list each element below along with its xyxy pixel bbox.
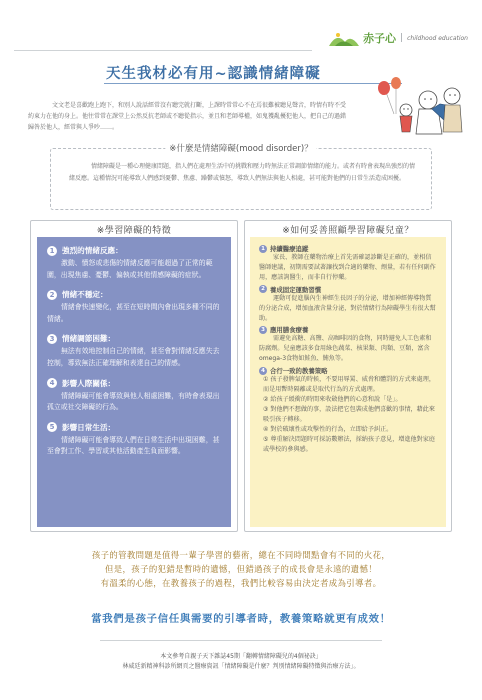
number-badge: 3 [259,326,267,334]
reference-line: 本文參考自親子天下雜誌45期「翻轉情緒障礙兒的4個祕訣」 [160,653,322,660]
references [0,652,482,672]
logo-tagline: childhood education [407,34,468,42]
page-title: 天生我材必有用~認識情緒障礙 [106,66,321,82]
strategy-title: 持續醫療追蹤 [270,245,309,253]
strategy-sublist [259,375,437,454]
trait-item [47,245,221,281]
strategy-title: 合行一致的教養策略 [270,367,328,376]
intro-paragraph: 文文老是喜歡跑上跑下，和別人說話經常沒有聽完就打斷，上課時常常心不在焉很難被聽見聲音，時情有時不受約東力在他的身上。他往常常在課堂上公然反抗老師或不聽從指示，並且和老師導權，如鬼獲亂擾犯他人，把自己的過錯歸咎於他人，經常與人爭吵……。 [28,102,347,131]
number-badge: 2 [259,285,267,293]
list-item: ③ 對他們不想做的事，設法把它包裝成他們喜歡的事情，藉此來吸引孩子轉移。 [263,405,435,423]
trait-title: 情緒調節困難： [62,334,116,344]
header-rule [14,50,312,51]
strategy-item [259,244,437,283]
list-item: ② 給孩子緩衝的時間來收斂他們的心意和說「是」。 [263,395,402,403]
care-heading: ※如何妥善照顧學習障礙兒童？ [282,226,414,236]
trait-item [47,422,221,458]
care-section [244,220,452,532]
number-badge: 1 [47,246,57,256]
definition-title: ※什麼是情緒障礙(mood disorder)？ [165,142,316,154]
strategy-item [259,366,437,454]
logo-name: 赤子心 [363,32,397,45]
number-badge: 1 [259,245,267,253]
trait-body: 情緒障礙可能會導致人們在日常生活中出現困難，甚至會對工作、學習或其他活動產生負面影響。 [47,435,220,456]
closing-line: 孩子的管教問題是值得一輩子學習的藝術，總在不同時間點會有不同的火花， [91,550,391,560]
strategy-body: 家長、教師在藥物治療上首先需確認診斷是正確的，並相信醫師建議，初期需要試著讓找到合適的藥物、劑量，若有任何副作用，應該詢醫生，而非自行停藥。 [259,254,436,281]
care-panel [250,237,446,527]
strategy-title: 應用膳食療養 [270,326,309,335]
traits-panel [37,237,231,527]
number-badge: 2 [47,290,57,300]
list-item: ④ 對於破壞性或攻擊性的行為，立即給予糾正。 [263,425,393,433]
trait-item [47,289,221,325]
trait-title: 影響日常生活： [62,422,116,432]
definition-text: 情緒障礙是一種心理健康問題，指人們在處理生活中的挑戰和壓力時無法正常調節情緒的能力。或者有時會表現出強烈的情緒反應。這種情況可能導致人們感到憂鬱、焦慮、躁鬱或憤怒，導致人們無法與他人相處，甚可能對他們的日常生活造成困擾。 [69,163,416,182]
number-badge: 4 [259,367,267,375]
emphasis-line: 當我們是孩子信任與需要的引導者時，教養策略就更有成效！ [91,613,391,625]
trait-title: 強烈的情緒反應： [62,246,123,255]
strategy-item [259,285,437,324]
trait-body: 激動、憤怒或悲傷的情緒反應可能超過了正常的範圍，出現焦慮、憂鬱、偏執或其他情感障礙的症狀。 [47,259,213,279]
number-badge: 4 [47,378,57,388]
closing-paragraph [30,548,452,590]
family-balloons-illustration [372,76,468,138]
trait-title: 影響人際關係： [62,378,116,388]
number-badge: 3 [47,334,57,344]
strategy-body: 需避免高糖、高鹽、高咖啡因的食物，同時避免人工色素和防腐劑。兒童應該多食用綠色蔬菜、核果類、肉類、豆類，富含omega-3食物如鮭魚、鮪魚等。 [259,335,432,363]
trait-body: 無法有效地控制自己的情緒，甚至會對情緒反應失去控制，導致無法正確理解和表達自己的情感。 [47,347,220,367]
list-item: ① 孩子發脾氣的時候，不要用辱罵、威脅和體罰的方式來處理，而是用暫時隔離或是取代行為的方式處理。 [263,376,435,394]
strategy-body: 運動可促進腦內生神經生長因子的分泌，增加神經傳導物質的分泌合成，增加血液含量分泌，對於情緒行為障礙學生有很大幫助。 [259,294,436,322]
closing-line: 有溫柔的心態，在教養孩子的過程，我們比較容易由決定者成為引導者。 [100,578,382,588]
trait-item [47,333,221,369]
traits-section [30,220,238,532]
strategy-item [259,325,437,364]
footer-rule [100,640,382,641]
hills-logo-icon [329,30,359,46]
strategy-title: 養成固定運動習慣 [270,285,322,294]
reference-line: 林威廷新精神科診所網頁之醫療資訊「情緒障礙是什麼？判別情緒障礙特徵與治療方法」。 [122,663,360,670]
title-underline [104,83,402,84]
definition-box [50,144,432,210]
trait-body: 情緒會快速變化，甚至在短時間內會出現多種不同的情緒。 [47,303,220,323]
trait-item [47,378,221,414]
trait-title: 情緒不穩定： [62,290,108,300]
traits-heading: ※學習障礙的特徵 [96,226,172,236]
brand-logo: 赤子心 | childhood education [329,30,468,46]
number-badge: 5 [47,422,57,432]
list-item: ⑤ 尊重解決問題時可採訪數辦法，採納孩子意見，增進他對家庭或學校的參與感。 [263,435,435,453]
closing-line: 但是，孩子的犯錯是暫時的遺憾，但錯過孩子的成長會是永遠的遺憾！ [104,564,378,574]
trait-body: 情緒障礙可能會導致與他人相處困難，有時會表現出孤立或社交障礙的行為。 [47,391,220,412]
